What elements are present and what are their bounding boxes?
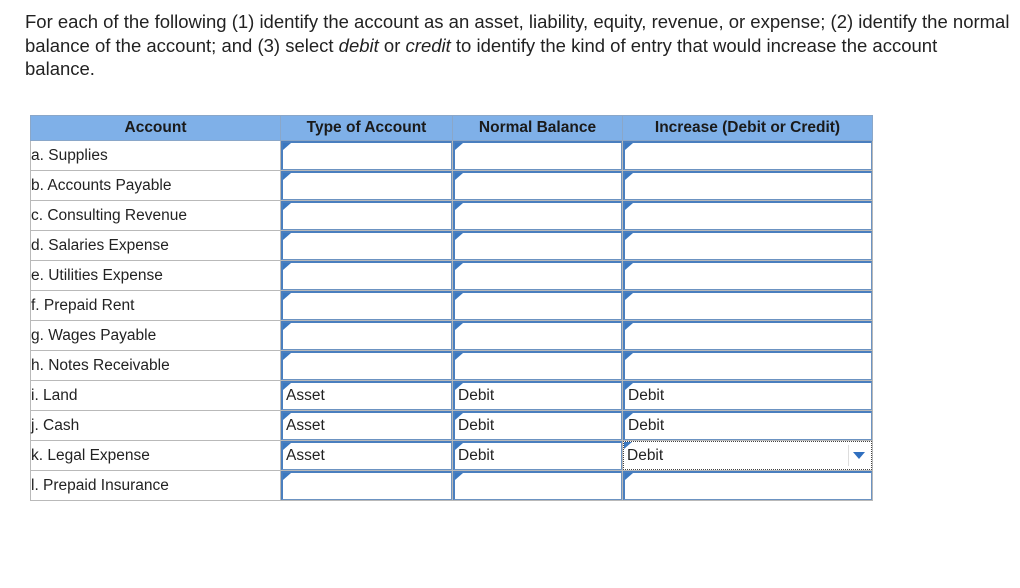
table-row: [31, 351, 873, 381]
type-of-account-field[interactable]: [281, 261, 452, 290]
chevron-down-icon: [853, 452, 865, 459]
normal-balance-field[interactable]: [453, 201, 622, 230]
table-row: [31, 441, 873, 471]
header-type: Type of Account: [281, 116, 453, 141]
accounts-table: [30, 115, 873, 501]
account-name: b. Accounts Payable: [31, 171, 281, 201]
normal-balance-field[interactable]: [453, 291, 622, 320]
table-row: [31, 231, 873, 261]
credit-emphasis: credit: [405, 34, 451, 56]
type-of-account-field[interactable]: [281, 291, 452, 320]
type-of-account-field[interactable]: [281, 231, 452, 260]
account-name: k. Legal Expense: [31, 441, 281, 471]
increase-select[interactable]: [623, 291, 872, 320]
increase-select-active[interactable]: [623, 441, 872, 470]
instructions-text: For each of the following (1) identify the account as an asset, liability, equity, revenue, or expense; (2) identify the normal balance of the account; and (3) select debit or credit to identify the kind of entry that would increase the account balance.: [25, 11, 1010, 79]
increase-select[interactable]: [623, 171, 872, 200]
normal-balance-field[interactable]: Debit: [453, 381, 622, 410]
increase-select[interactable]: [623, 351, 872, 380]
type-of-account-field[interactable]: [281, 351, 452, 380]
account-name: e. Utilities Expense: [31, 261, 281, 291]
increase-select[interactable]: [623, 261, 872, 290]
table-header-row: [31, 116, 873, 141]
type-of-account-field[interactable]: Asset: [281, 411, 452, 440]
table-row: [31, 291, 873, 321]
normal-balance-field[interactable]: [453, 471, 622, 500]
header-increase: Increase (Debit or Credit): [623, 116, 873, 141]
normal-balance-field[interactable]: [453, 321, 622, 350]
normal-balance-field[interactable]: [453, 171, 622, 200]
normal-balance-field[interactable]: Debit: [453, 441, 622, 470]
table-row: [31, 471, 873, 501]
account-name: h. Notes Receivable: [31, 351, 281, 381]
increase-select[interactable]: Debit: [623, 381, 872, 410]
normal-balance-field[interactable]: [453, 141, 622, 170]
table-row: [31, 381, 873, 411]
type-of-account-field[interactable]: [281, 171, 452, 200]
normal-balance-field[interactable]: Debit: [453, 411, 622, 440]
account-name: i. Land: [31, 381, 281, 411]
account-name: f. Prepaid Rent: [31, 291, 281, 321]
normal-balance-field[interactable]: [453, 351, 622, 380]
normal-balance-field[interactable]: [453, 261, 622, 290]
table-row: [31, 261, 873, 291]
increase-select[interactable]: [623, 231, 872, 260]
account-name: l. Prepaid Insurance: [31, 471, 281, 501]
dropdown-button[interactable]: [848, 445, 869, 466]
type-of-account-field[interactable]: Asset: [281, 381, 452, 410]
increase-select[interactable]: [623, 321, 872, 350]
type-of-account-field[interactable]: [281, 471, 452, 500]
increase-select[interactable]: [623, 141, 872, 170]
type-of-account-field[interactable]: Asset: [281, 441, 452, 470]
table-row: [31, 411, 873, 441]
account-name: g. Wages Payable: [31, 321, 281, 351]
table-row: [31, 321, 873, 351]
account-name: j. Cash: [31, 411, 281, 441]
header-account: Account: [31, 116, 281, 141]
table-row: [31, 171, 873, 201]
debit-emphasis: debit: [338, 34, 379, 56]
table-row: [31, 201, 873, 231]
account-name: d. Salaries Expense: [31, 231, 281, 261]
increase-select[interactable]: Debit: [623, 411, 872, 440]
increase-select-value: Debit: [627, 446, 664, 464]
type-of-account-field[interactable]: [281, 321, 452, 350]
table-row: [31, 141, 873, 171]
increase-select[interactable]: [623, 201, 872, 230]
increase-select[interactable]: [623, 471, 872, 500]
header-normal-balance: Normal Balance: [453, 116, 623, 141]
type-of-account-field[interactable]: [281, 141, 452, 170]
account-name: c. Consulting Revenue: [31, 201, 281, 231]
normal-balance-field[interactable]: [453, 231, 622, 260]
account-name: a. Supplies: [31, 141, 281, 171]
type-of-account-field[interactable]: [281, 201, 452, 230]
